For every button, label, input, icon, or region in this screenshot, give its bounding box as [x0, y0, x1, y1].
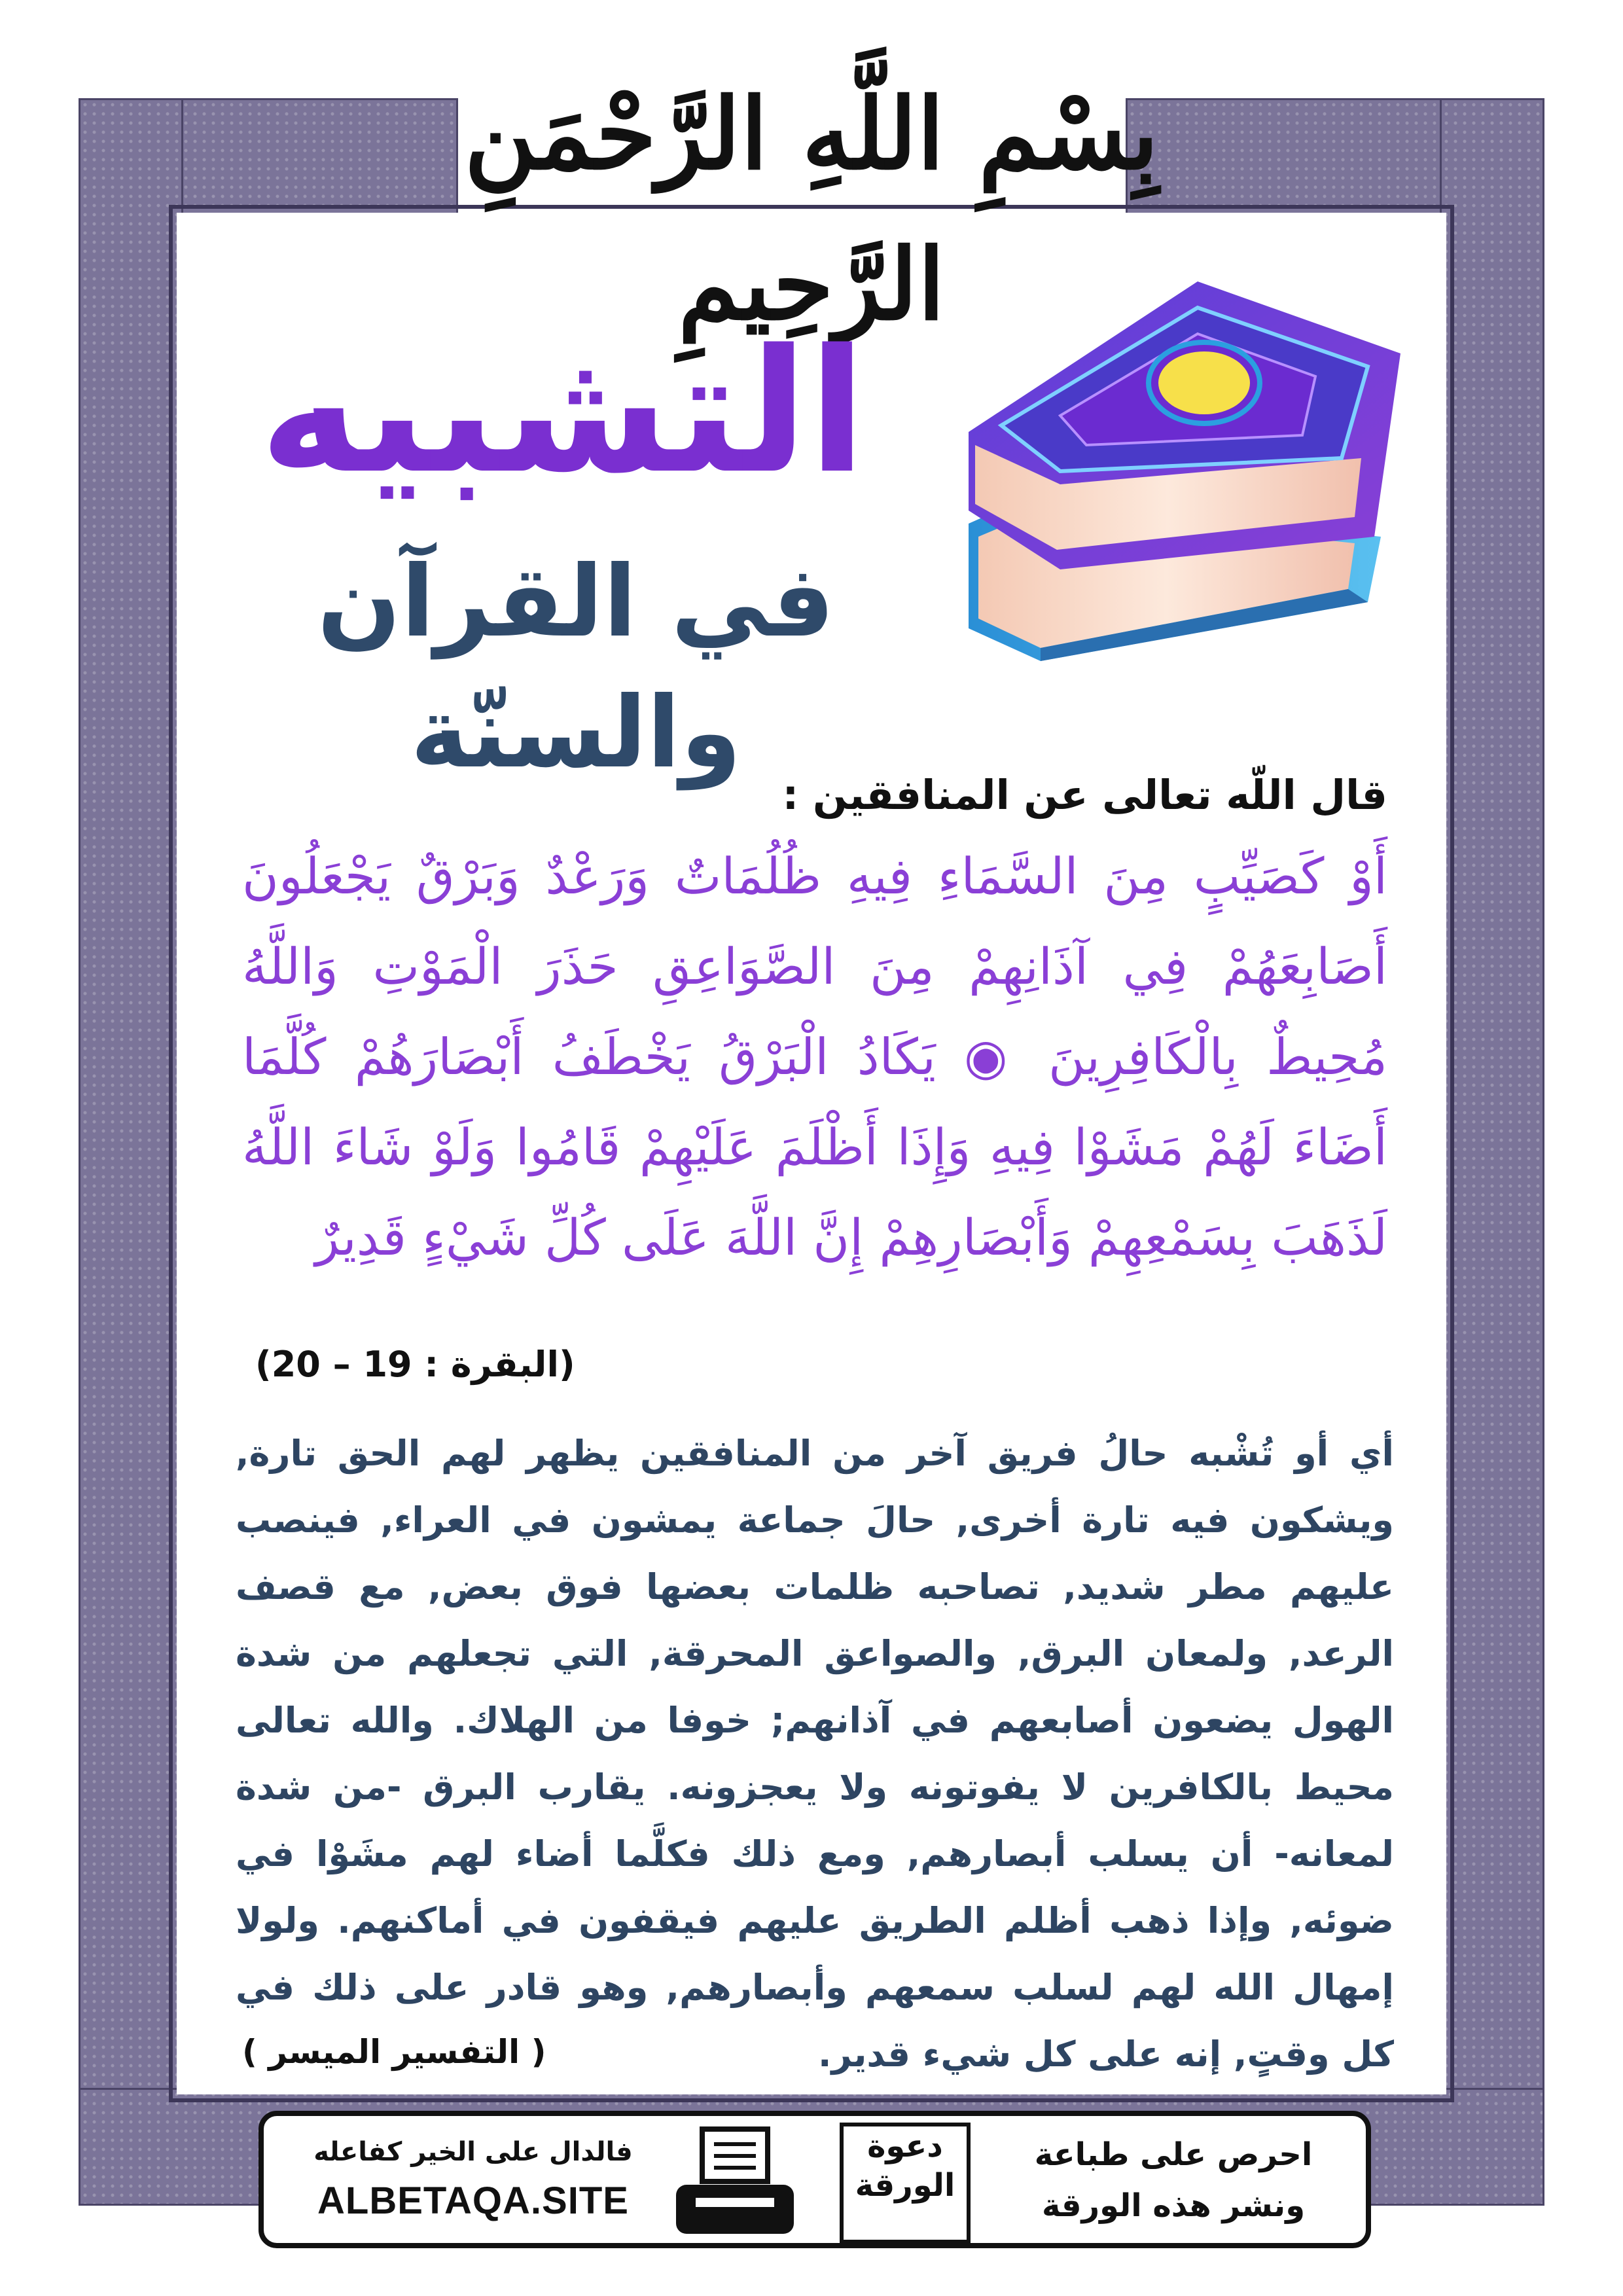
verse-reference: (البقرة : 19 – 20): [255, 1344, 575, 1385]
quran-books-icon: [949, 262, 1407, 681]
logo-line-1: دعوة: [867, 2128, 943, 2164]
tafsir-text: أي أو تُشْبه حالُ فريق آخر من المنافقين يظهر لهم الحق تارة, ويشكون فيه تارة أخرى, حالَ جماعة يمشون في العراء, فينصب عليهم مطر شديد, تصاحبه ظلمات بعضها فوق بعض, مع قصف الرعد, ولمعان البرق, والصواعق المحرقة, التي تجعلهم من شدة الهول يضعون أصابعهم في آذانهم; خوفا من الهلاك. والله تعالى محيط بالكافرين لا يفوتونه ولا يعجزونه. يقارب البرق -من شدة لمعانه- أن يسلب أبصارهم, ومع ذلك فكلَّما أضاء لهم مشَوْا في ضوئه, وإذا ذهب أظلم الطريق عليهم فيقفون في أماكنهم. ولولا إمهال الله لهم لسلب سمعهم وأبصارهم, وهو قادر على ذلك في كل وقتٍ, إنه على كل شيء قدير.: [236, 1433, 1394, 2075]
page-subtitle: في القرآن والسنّة: [317, 545, 835, 790]
logo-line-2: الورقة: [855, 2167, 955, 2204]
tafsir-source: ( التفسير الميسر ): [242, 2033, 546, 2071]
frame-right: [1440, 98, 1544, 2206]
basmala-calligraphy: بِسْمِ اللَّهِ الرَّحْمَنِ الرَّحِيمِ: [464, 77, 1159, 342]
footer-note-line-2: ونشر هذه الورقة: [1041, 2187, 1306, 2224]
footer-site-link[interactable]: ALBETAQA.SITE: [317, 2179, 629, 2222]
footer-print-note: [990, 2129, 1357, 2234]
verse-intro: قال اللّه تعالى عن المنافقين :: [782, 771, 1387, 819]
cover-medallion: [1158, 351, 1250, 414]
footer-saying: فالدال على الخير كفاعله: [313, 2137, 633, 2167]
footer-site-block: [283, 2129, 663, 2234]
footer-note-line-1: احرص على طباعة: [1034, 2136, 1313, 2173]
quran-verse: أَوْ كَصَيِّبٍ مِنَ السَّمَاءِ فِيهِ ظُلُمَاتٌ وَرَعْدٌ وَبَرْقٌ يَجْعَلُونَ أَصَابِعَهُمْ فِي آذَانِهِمْ مِنَ الصَّوَاعِقِ حَذَرَ الْمَوْتِ وَاللَّهُ مُحِيطٌ بِالْكَافِرِينَ ◉ يَكَادُ الْبَرْقُ يَخْطَفُ أَبْصَارَهُمْ كُلَّمَا أَضَاءَ لَهُمْ مَشَوْا فِيهِ وَإِذَا أَظْلَمَ عَلَيْهِمْ قَامُوا وَلَوْ شَاءَ اللَّهُ لَذَهَبَ بِسَمْعِهِمْ وَأَبْصَارِهِمْ إِنَّ اللَّهَ عَلَى كُلِّ شَيْءٍ قَدِيرٌ: [242, 847, 1387, 1266]
footer-bar: [259, 2111, 1371, 2248]
printer-icon: [669, 2126, 800, 2240]
page-title: التشبيه: [259, 314, 866, 511]
albetaqa-logo-icon: [840, 2123, 971, 2244]
frame-left: [79, 98, 183, 2206]
